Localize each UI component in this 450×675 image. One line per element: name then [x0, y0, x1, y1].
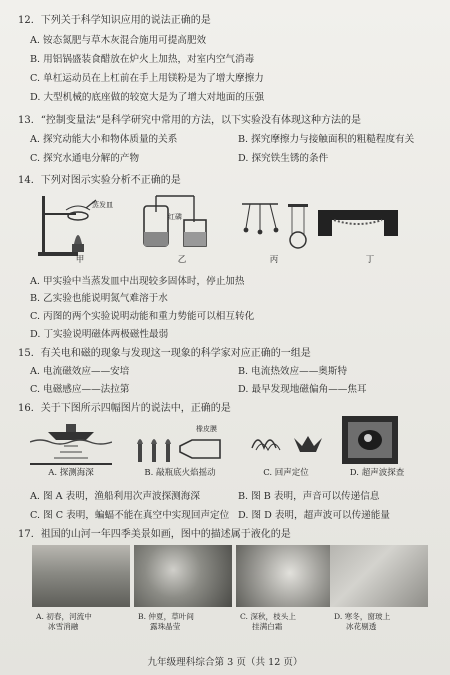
- figure-bing-pendulum: [238, 200, 310, 252]
- figure-b-bottle-candles: [130, 418, 226, 466]
- caption-d: D. 超声波探查: [349, 468, 405, 478]
- q14-option-b: B. 乙实验也能说明氮气难溶于水: [30, 293, 168, 304]
- caption-17d-line1: D. 寒冬，窗玻上: [334, 612, 391, 621]
- caption-c: C. 回声定位: [263, 468, 309, 478]
- q14-option-c: C. 丙图的两个实验说明动能和重力势能可以相互转化: [30, 311, 255, 322]
- label-rubber-membrane: 橡皮膜: [196, 425, 217, 433]
- photo-a-melting-ice: [32, 545, 130, 607]
- q13-option-d: D. 探究铁生锈的条件: [238, 153, 329, 164]
- q15-option-c: C. 电磁感应——法拉第: [30, 384, 130, 395]
- q17-stem: 17．祖国的山河一年四季美景如画，图中的描述属于液化的是: [18, 529, 291, 540]
- label-red-phosphorus: 红磷: [168, 213, 182, 221]
- figure-a-fishing-boat: [30, 418, 112, 466]
- label-yi: 乙: [177, 255, 187, 265]
- figure-ding-magnet: [316, 206, 400, 242]
- q16-option-a: A. 图 A 表明，渔船利用次声波探测海深: [30, 491, 200, 502]
- q15-option-d: D. 最早发现地磁偏角——焦耳: [238, 384, 367, 395]
- caption-17b: [138, 612, 236, 632]
- page-footer: 九年级理科综合第 3 页（共 12 页）: [147, 657, 303, 668]
- caption-b: B. 敲瓶底火焰摇动: [144, 468, 216, 478]
- q15-stem: 15．有关电和磁的现象与发现这一现象的科学家对应正确的一组是: [18, 348, 311, 359]
- q14-option-d: D. 丁实验说明磁体两极磁性最弱: [30, 329, 169, 340]
- caption-17b-line2: 露珠晶莹: [150, 622, 181, 631]
- label-jia: 甲: [75, 255, 85, 265]
- caption-17d: [334, 612, 432, 632]
- label-evaporating-dish: 蒸发皿: [92, 201, 113, 209]
- q13-option-c: C. 探究水通电分解的产物: [30, 153, 140, 164]
- q12-stem: 12．下列关于科学知识应用的说法正确的是: [18, 15, 211, 26]
- photo-c-frost-leaf: [236, 545, 334, 607]
- caption-17c: [240, 612, 338, 632]
- caption-17a-line2: 冰雪消融: [48, 622, 79, 631]
- q12-option-a: A. 铵态氮肥与草木灰混合施用可提高肥效: [30, 35, 207, 46]
- caption-17b-line1: B. 仲夏，草叶间: [138, 612, 194, 621]
- caption-17c-line1: C. 深秋，枝头上: [240, 612, 296, 621]
- q12-option-d: D. 大型机械的底座做的较宽大是为了增大对地面的压强: [30, 92, 265, 103]
- figure-yi-red-phosphorus: [138, 192, 218, 252]
- q14-option-a: A. 甲实验中当蒸发皿中出现较多固体时，停止加热: [30, 276, 245, 287]
- photo-d-ice-flowers: [330, 545, 428, 607]
- photo-b-dew-drops: [134, 545, 232, 607]
- q15-option-a: A. 电流磁效应——安培: [30, 366, 130, 377]
- caption-17a: [36, 612, 134, 632]
- q16-option-d: D. 图 D 表明，超声波可以传递能量: [238, 510, 390, 521]
- q12-option-c: C. 单杠运动员在上杠前在手上用镁粉是为了增大摩擦力: [30, 73, 264, 84]
- q13-option-b: B. 探究摩擦力与接触面积的粗糙程度有关: [238, 134, 415, 145]
- q16-option-b: B. 图 B 表明，声音可以传递信息: [238, 491, 380, 502]
- label-bing: 丙: [269, 255, 279, 265]
- q16-option-c: C. 图 C 表明，蝙蝠不能在真空中实现回声定位: [30, 510, 230, 521]
- q13-option-a: A. 探究动能大小和物体质量的关系: [30, 134, 178, 145]
- figure-c-bat-echolocation: [244, 418, 328, 466]
- caption-17d-line2: 冰花剔透: [346, 622, 377, 631]
- q14-stem: 14．下列对图示实验分析不正确的是: [18, 175, 181, 186]
- q13-stem: 13．“控制变量法”是科学研究中常用的方法，以下实验没有体现这种方法的是: [18, 115, 361, 126]
- q16-stem: 16．关于下图所示四幅图片的说法中，正确的是: [18, 403, 231, 414]
- caption-17a-line1: A. 初春，河流中: [36, 612, 92, 621]
- caption-a: A. 探测海深: [48, 468, 94, 478]
- label-ding: 丁: [365, 255, 375, 265]
- figure-jia-evaporation: [30, 190, 120, 258]
- q12-option-b: B. 用铝锅盛装食醋放在炉火上加热，对室内空气消毒: [30, 54, 255, 65]
- q15-option-b: B. 电流热效应——奥斯特: [238, 366, 348, 377]
- figure-d-ultrasound: [340, 414, 400, 466]
- caption-17c-line2: 挂满白霜: [252, 622, 283, 631]
